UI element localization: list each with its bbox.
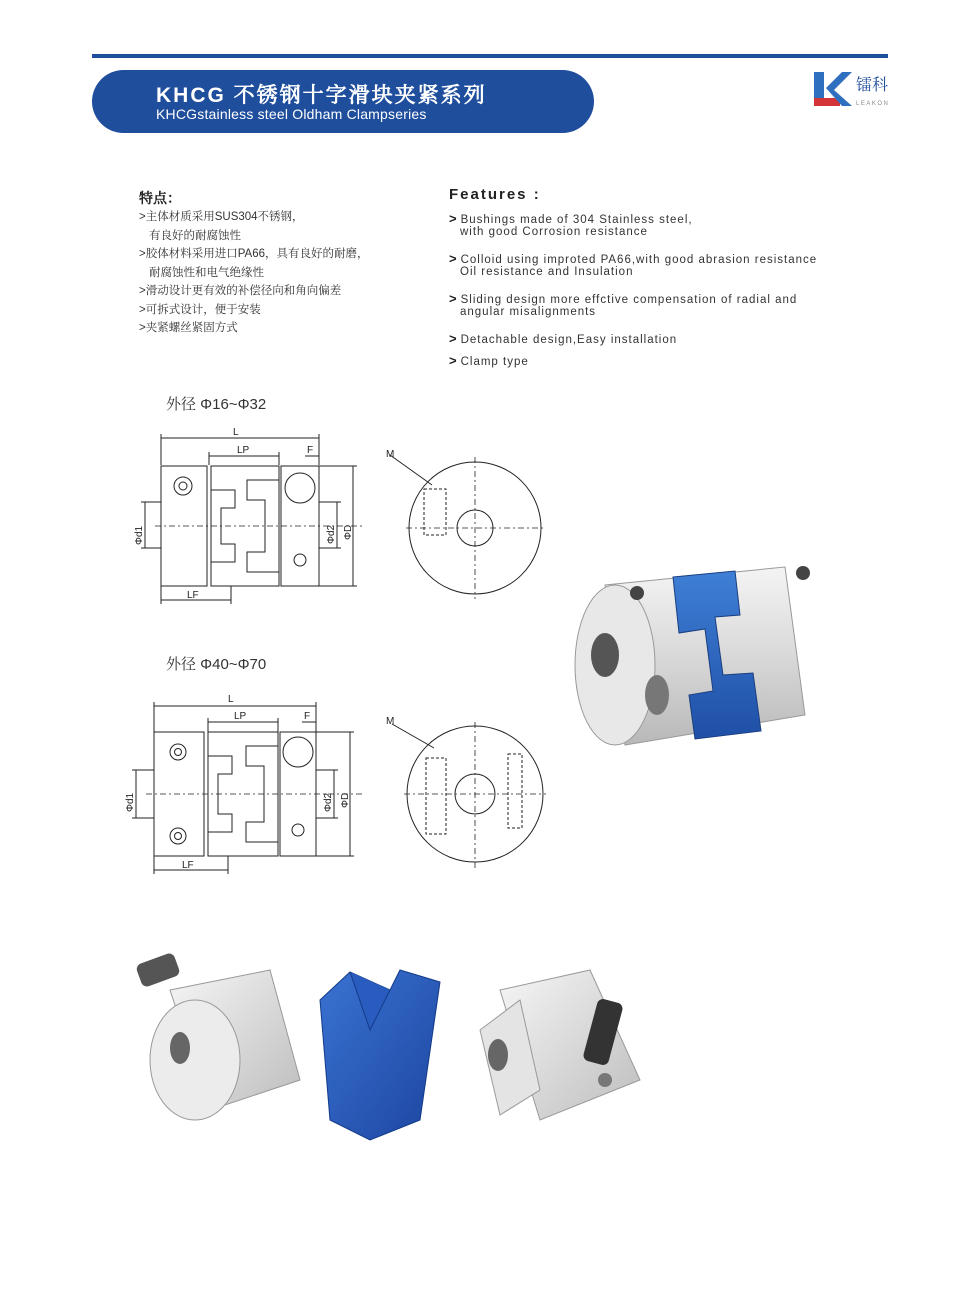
- feature-item: > Detachable design,Easy installation: [449, 331, 678, 346]
- features-en-heading: Features :: [449, 186, 541, 203]
- features-cn-line: >胶体材料采用进口PA66，具有良好的耐磨，: [139, 248, 369, 260]
- product-photo-exploded: [120, 930, 660, 1190]
- feature-item: > Bushings made of 304 Stainless steel, with good Corrosion resistance: [449, 211, 693, 238]
- dim-d1: Φd1: [134, 525, 145, 545]
- drawing-small-end-view: [380, 445, 550, 605]
- title-en: KHCGstainless steel Oldham Clampseries: [156, 106, 427, 122]
- dim-LF: LF: [187, 590, 199, 601]
- dim-d2: Φd2: [326, 524, 337, 544]
- logo-cn: 镭科: [856, 75, 889, 94]
- dim-d2: Φd2: [323, 792, 334, 812]
- drawing-large-side-view: [120, 690, 370, 880]
- features-cn-heading: 特点：: [139, 190, 181, 206]
- title-banner: [92, 70, 594, 133]
- dim-LP: LP: [237, 445, 250, 456]
- dim-LF: LF: [182, 860, 194, 871]
- logo-en: LEAKON: [856, 101, 890, 107]
- title-cn: KHCG 不锈钢十字滑块夹紧系列: [156, 84, 487, 107]
- product-photo-assembled: [565, 555, 865, 755]
- brand-logo: [812, 68, 892, 112]
- drawing-large-label: 外径 Φ40~Φ70: [166, 656, 267, 673]
- dim-L: L: [228, 694, 234, 705]
- header-rule: [92, 54, 888, 58]
- dim-D: ΦD: [340, 792, 351, 808]
- dim-M: M: [386, 449, 395, 460]
- dim-M: M: [386, 716, 395, 727]
- feature-item: > Clamp type: [449, 353, 529, 368]
- features-cn-line: >可拆式设计，便于安装: [139, 303, 261, 316]
- features-cn-line: 有良好的耐腐蚀性: [149, 229, 241, 242]
- dim-F: F: [304, 711, 311, 722]
- features-cn-line: >滑动设计更有效的补偿径向和角向偏差: [139, 285, 342, 297]
- drawing-small-side-view: [125, 420, 375, 610]
- hub-right: [480, 970, 640, 1120]
- logo-icon: [812, 68, 892, 112]
- features-en-list: [449, 211, 817, 375]
- spider-insert: [320, 970, 440, 1140]
- feature-item: > Colloid using improted PA66,with good abrasion resistance Oil resistance and Insulation: [449, 251, 818, 278]
- dim-D: ΦD: [343, 524, 354, 540]
- hub-left: [135, 952, 300, 1120]
- drawing-large-end-view: [380, 712, 550, 877]
- dim-L: L: [233, 427, 239, 438]
- dim-LP: LP: [234, 711, 247, 722]
- features-cn-list: [139, 208, 369, 338]
- dim-d1: Φd1: [125, 792, 136, 812]
- features-cn-line: >夹紧螺丝紧固方式: [139, 322, 238, 334]
- features-cn-line: >主体材质采用SUS304不锈钢，: [139, 211, 304, 223]
- dim-F: F: [307, 445, 314, 456]
- features-cn-line: 耐腐蚀性和电气绝缘性: [149, 266, 264, 279]
- drawing-small-label: 外径 Φ16~Φ32: [166, 396, 267, 413]
- feature-item: > Sliding design more effctive compensation of radial and angular misalignments: [449, 291, 798, 318]
